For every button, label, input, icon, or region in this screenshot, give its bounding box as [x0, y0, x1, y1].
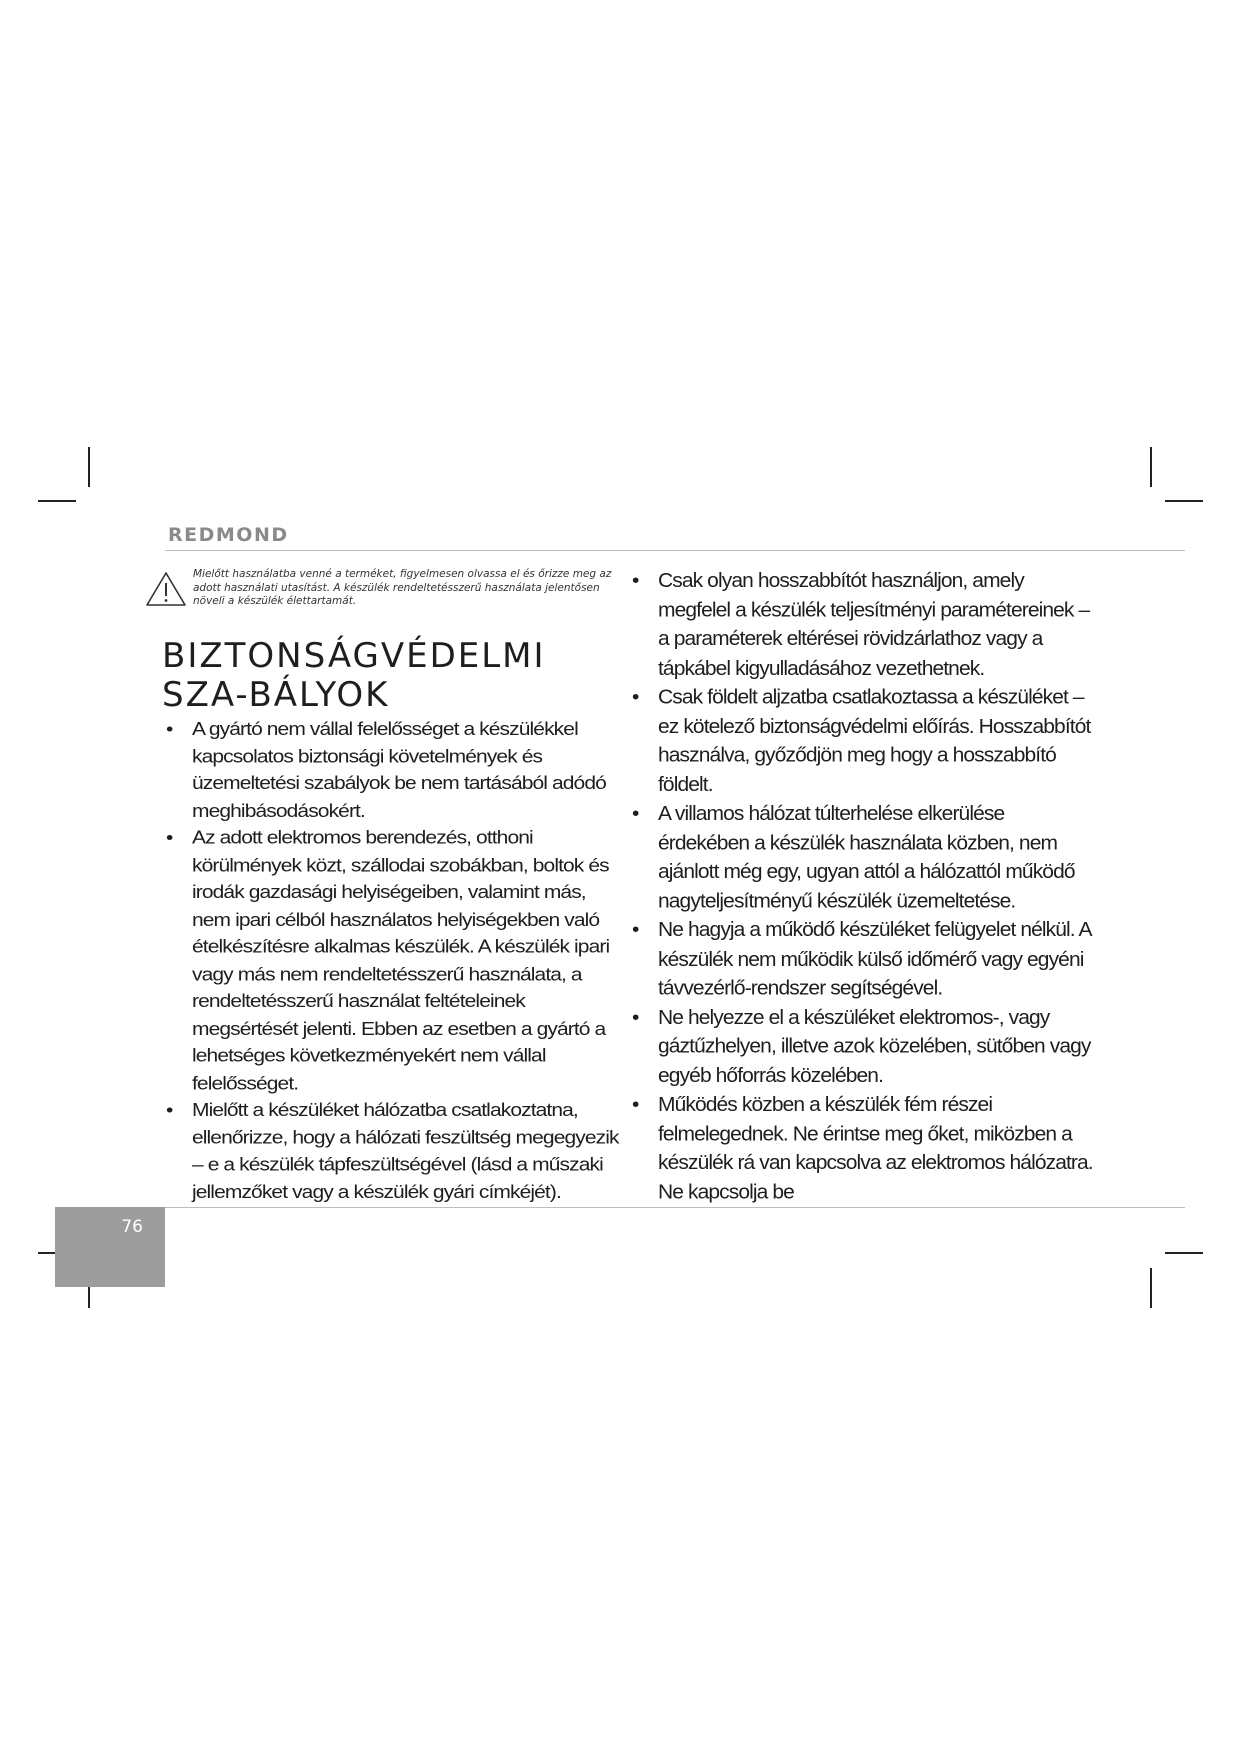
list-item: • Ne hagyja a működő készüléket felügyelet nélkül. A készülék nem működik külső időmérő vagy egyéni távvezérlő-rendszer segítségével. [630, 916, 1098, 1003]
header-rule [165, 550, 1185, 551]
list-item: • Csak földelt aljzatba csatlakoztassa a készüléket – ez kötelező biztonságvédelmi előírás. Hosszabbítót használva, győződjön meg hogy a hosszabbító földelt. [630, 683, 1098, 799]
page-number-box [55, 1207, 165, 1287]
crop-mark [88, 447, 90, 487]
warning-triangle-icon [145, 570, 187, 608]
section-title: BIZTONSÁGVÉDELMI SZA-BÁLYOK [162, 636, 546, 715]
left-bullet-list [164, 716, 620, 1206]
footer-rule [165, 1207, 1185, 1208]
right-bullet-list [630, 567, 1098, 1207]
crop-mark [1165, 1252, 1203, 1254]
crop-mark [1165, 500, 1203, 502]
warning-text: Mielőtt használatba venné a terméket, figyelmesen olvassa el és őrizze meg az adott használati utasítást. A készülék rendeltetésszerű használata jelentősen növeli a készülék élettartamát. [193, 568, 612, 607]
list-item: • A gyártó nem vállal felelősséget a készülékkel kapcsolatos biztonsági követelmények és üzemeltetési szabályok be nem tartásából adódó meghibásodásokért. [164, 716, 620, 825]
crop-mark [38, 500, 76, 502]
list-item: • A villamos hálózat túlterhelése elkerülése érdekében a készülék használata közben, nem ajánlott még egy, ugyan attól a hálózattól működő nagyteljesítményű készülék üzemeltetése. [630, 800, 1098, 916]
list-item: • Működés közben a készülék fém részei felmelegednek. Ne érintse meg őket, miközben a készülék rá van kapcsolva az elektromos hálózatra. Ne kapcsolja be [630, 1091, 1098, 1207]
page-number: 76 [121, 1217, 143, 1237]
list-item: • Mielőtt a készüléket hálózatba csatlakoztatna, ellenőrizze, hogy a hálózati feszültség megegyezik – e a készülék tápfeszültségével (lásd a műszaki jellemzőket vagy a készülék gyári címkéjét). [164, 1097, 620, 1206]
brand-logo: REDMOND [168, 524, 289, 546]
crop-mark [1150, 1268, 1152, 1308]
crop-mark [1150, 447, 1152, 487]
list-item: • Az adott elektromos berendezés, otthoni körülmények közt, szállodai szobákban, boltok és irodák gazdasági helyiségeiben, valamint más, nem ipari célból használatos helyiségekben való ételkészítésre alkalmas készülék. A készülék ipari vagy más nem rendeltetésszerű használata, a rendeltetésszerű használat feltételeinek megsértését jelenti. Ebben az esetben a gyártó a lehetséges következményekért nem vállal felelősséget. [164, 825, 620, 1097]
list-item: • Ne helyezze el a készüléket elektromos-, vagy gáztűzhelyen, illetve azok közelében, sütőben vagy egyéb hőforrás közelében. [630, 1003, 1098, 1090]
list-item: • Csak olyan hosszabbítót használjon, amely megfelel a készülék teljesítményi paramétereinek – a paraméterek eltérései rövidzárlathoz vagy a tápkábel kigyulladásához vezethetnek. [630, 567, 1098, 683]
warning-note [145, 568, 615, 609]
